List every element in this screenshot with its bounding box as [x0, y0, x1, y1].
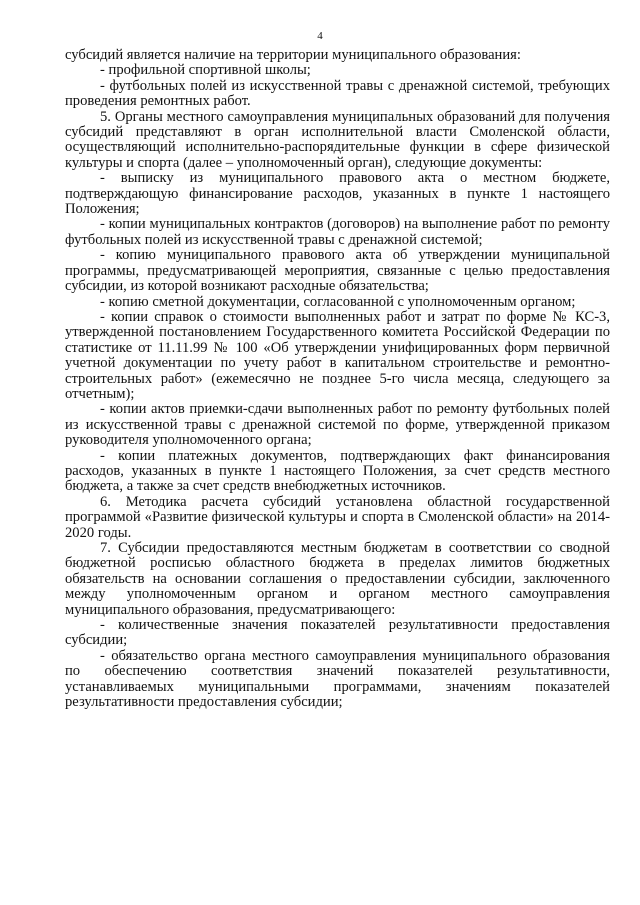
list-item-program-act: - копию муниципального правового акта об утверждении муниципальной программы, предусматривающей мероприятия, связанные с целью предоставления субсидии, из которой возникают расходные обязательства; — [65, 247, 610, 295]
list-item-payment-docs: - копии платежных документов, подтверждающих факт финансирования расходов, указанных в пункте 1 настоящего Положения, за счет средств местного бюджета, а также за счет средств внебюджетных источников. — [65, 447, 610, 495]
paragraph-section-7: 7. Субсидии предоставляются местным бюджетам в соответствии со сводной бюджетной росписью областного бюджета в пределах лимитов бюджетных обязательств на основании соглашения о предоставлении субсидии, заключенного между уполномоченным органом и органом местного самоуправления муниципального образования, предусматривающего: — [65, 540, 610, 618]
list-item-sports-school: - профильной спортивной школы; — [100, 62, 311, 79]
list-item-acceptance-acts: - копии актов приемки-сдачи выполненных работ по ремонту футбольных полей из искусственной травы с дренажной системой по форме, утвержденной приказом руководителя уполномоченного органа; — [65, 401, 610, 449]
paragraph-continuation: субсидий является наличие на территории муниципального образования: — [65, 47, 521, 63]
list-item-estimate-docs: - копию сметной документации, согласованной с уполномоченным органом; — [100, 293, 576, 310]
list-item-contracts: - копии муниципальных контрактов (договоров) на выполнение работ по ремонту футбольных полей из искусственной травы с дренажной системой; — [65, 216, 610, 248]
list-item-football-fields: - футбольных полей из искусственной травы с дренажной системой, требующих проведения ремонтных работ. — [65, 77, 610, 110]
paragraph-section-5: 5. Органы местного самоуправления муниципальных образований для получения субсидий представляют в орган исполнительной власти Смоленской области, осуществляющий исполнительно-распорядительные функции в сфере физической культуры и спорта (далее – уполномоченный орган), следующие документы: — [65, 108, 610, 171]
list-item-budget-extract: - выписку из муниципального правового акта о местном бюджете, подтверждающую финансирование расходов, указанных в пункте 1 настоящего Положения; — [65, 170, 610, 218]
paragraph-section-6: 6. Методика расчета субсидий установлена областной государственной программой «Развитие физической культуры и спорта в Смоленской области» на 2014-2020 годы. — [65, 493, 610, 541]
list-item-ks3-certificates: - копии справок о стоимости выполненных работ и затрат по форме № КС-3, утвержденной постановлением Государственного комитета Российской Федерации по статистике от 11.11.99 № 100 «Об утверждении унифицированных форм первичной учетной документации по учету работ в капитальном строительстве и ремонтно-строительных работ» (ежемесячно не позднее 5-го числа месяца, следующего за отчетным); — [65, 308, 610, 402]
list-item-quantitative-values: - количественные значения показателей результативности предоставления субсидии; — [65, 617, 610, 649]
list-item-obligation: - обязательство органа местного самоуправления муниципального образования по обеспечению соответствия значений показателей результативности, устанавливаемых муниципальными программами, значениям показателей результативности предоставления субсидии; — [65, 647, 610, 711]
page-number: 4 — [317, 30, 323, 42]
document-body — [65, 48, 610, 710]
